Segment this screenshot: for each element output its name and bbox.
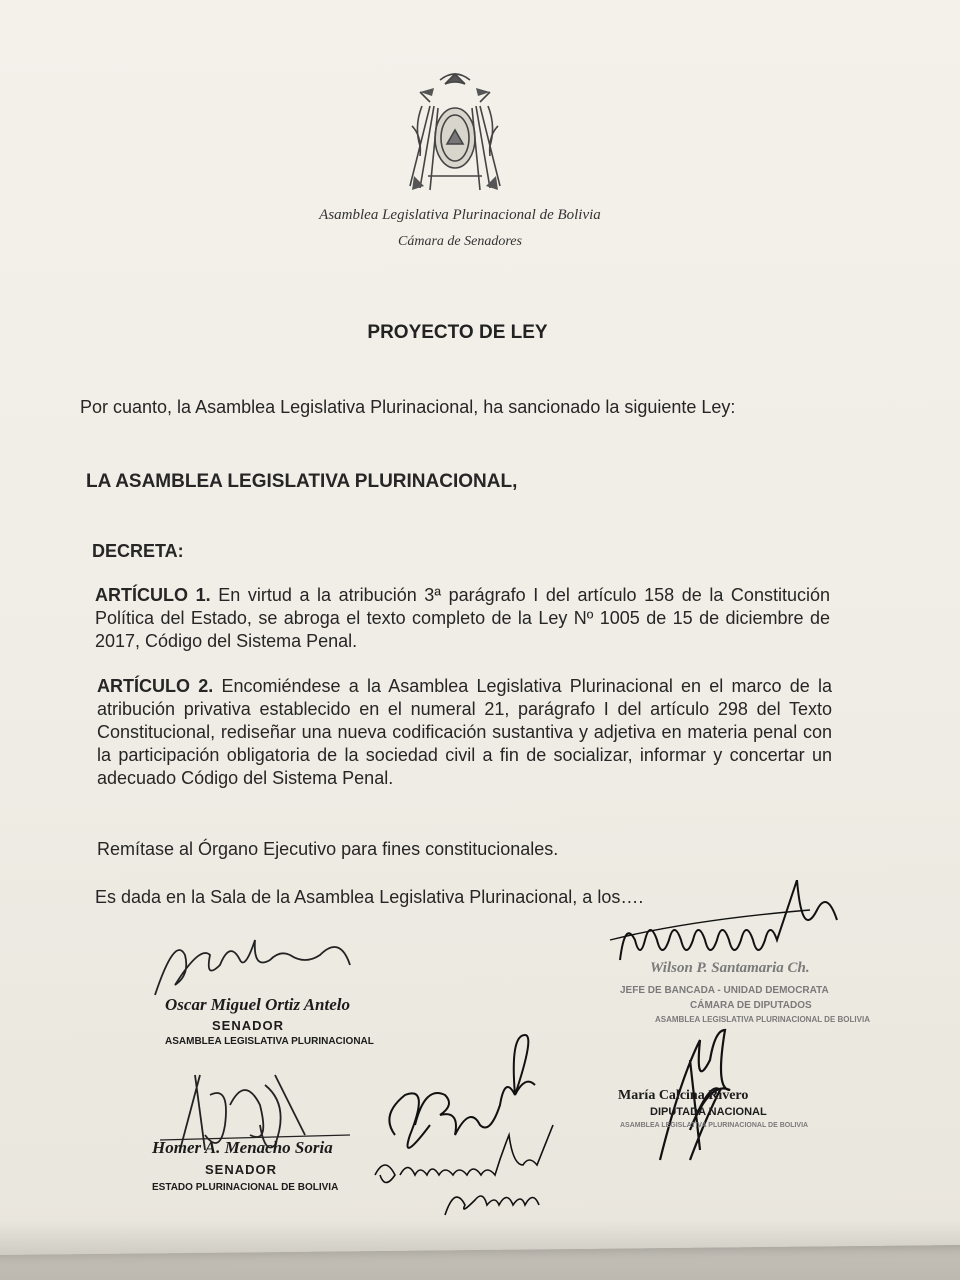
article-2 [97, 675, 832, 790]
signer-4-org: ASAMBLEA LEGISLATIVA PLURINACIONAL DE BOLIVIA [620, 1122, 809, 1129]
institution-name: Asamblea Legislativa Plurinacional de Bolivia [319, 207, 601, 223]
signer-4-role: DIPUTADA NACIONAL [650, 1106, 767, 1118]
signature-ortiz [150, 925, 370, 1005]
decrees-heading: DECRETA: [92, 541, 184, 561]
signer-1-org: ASAMBLEA LEGISLATIVA PLURINACIONAL [165, 1036, 374, 1047]
signature-barrientos [355, 1025, 625, 1225]
article-1 [95, 584, 830, 653]
remit-paragraph: Remítase al Órgano Ejecutivo para fines constitucionales. [97, 839, 559, 859]
signer-3-org2: ASAMBLEA LEGISLATIVA PLURINACIONAL DE BOLIVIA [655, 1015, 870, 1024]
assembly-heading: LA ASAMBLEA LEGISLATIVA PLURINACIONAL, [86, 471, 518, 492]
signer-3-name: Wilson P. Santamaria Ch. [650, 960, 810, 976]
signer-3-org: CÁMARA DE DIPUTADOS [690, 1000, 812, 1011]
intro-paragraph: Por cuanto, la Asamblea Legislativa Plurinacional, ha sancionado la siguiente Ley: [80, 397, 736, 417]
chamber-name: Cámara de Senadores [398, 234, 522, 249]
signer-2-org: ESTADO PLURINACIONAL DE BOLIVIA [152, 1182, 339, 1193]
signer-1-name: Oscar Miguel Ortiz Antelo [165, 995, 350, 1014]
document-title: PROYECTO DE LEY [367, 322, 548, 343]
bolivia-coat-of-arms-icon [400, 66, 510, 196]
signer-2-name: Homer A. Menacho Soria [152, 1138, 333, 1157]
article-2-label: ARTÍCULO 2. [97, 676, 214, 696]
signer-1-role: SENADOR [212, 1018, 285, 1033]
article-2-text: Encomiéndese a la Asamblea Legislativa Plurinacional en el marco de la atribución privativa establecido en el numeral 21, parágrafo I del artículo 298 del Texto Constitucional, rediseñar una nueva codificación sustantiva y adjetiva en materia penal con la participación obligatoria de la sociedad civil a fin de socializar, informar y concertar un adecuado Código del Sistema Penal. [97, 676, 832, 788]
desk-background [0, 1220, 960, 1280]
signer-4-name: María Calcina Rivero [618, 1088, 749, 1103]
given-paragraph: Es dada en la Sala de la Asamblea Legislativa Plurinacional, a los…. [95, 887, 644, 907]
article-1-text: En virtud a la atribución 3ª parágrafo I del artículo 158 de la Constitución Política del Estado, se abroga el texto completo de la Ley Nº 1005 de 15 de diciembre de 2017, Código del Sistema Penal. [95, 585, 830, 651]
signer-2-role: SENADOR [205, 1162, 278, 1177]
article-1-label: ARTÍCULO 1. [95, 585, 211, 605]
signer-3-role: JEFE DE BANCADA - UNIDAD DEMOCRATA [620, 985, 829, 996]
